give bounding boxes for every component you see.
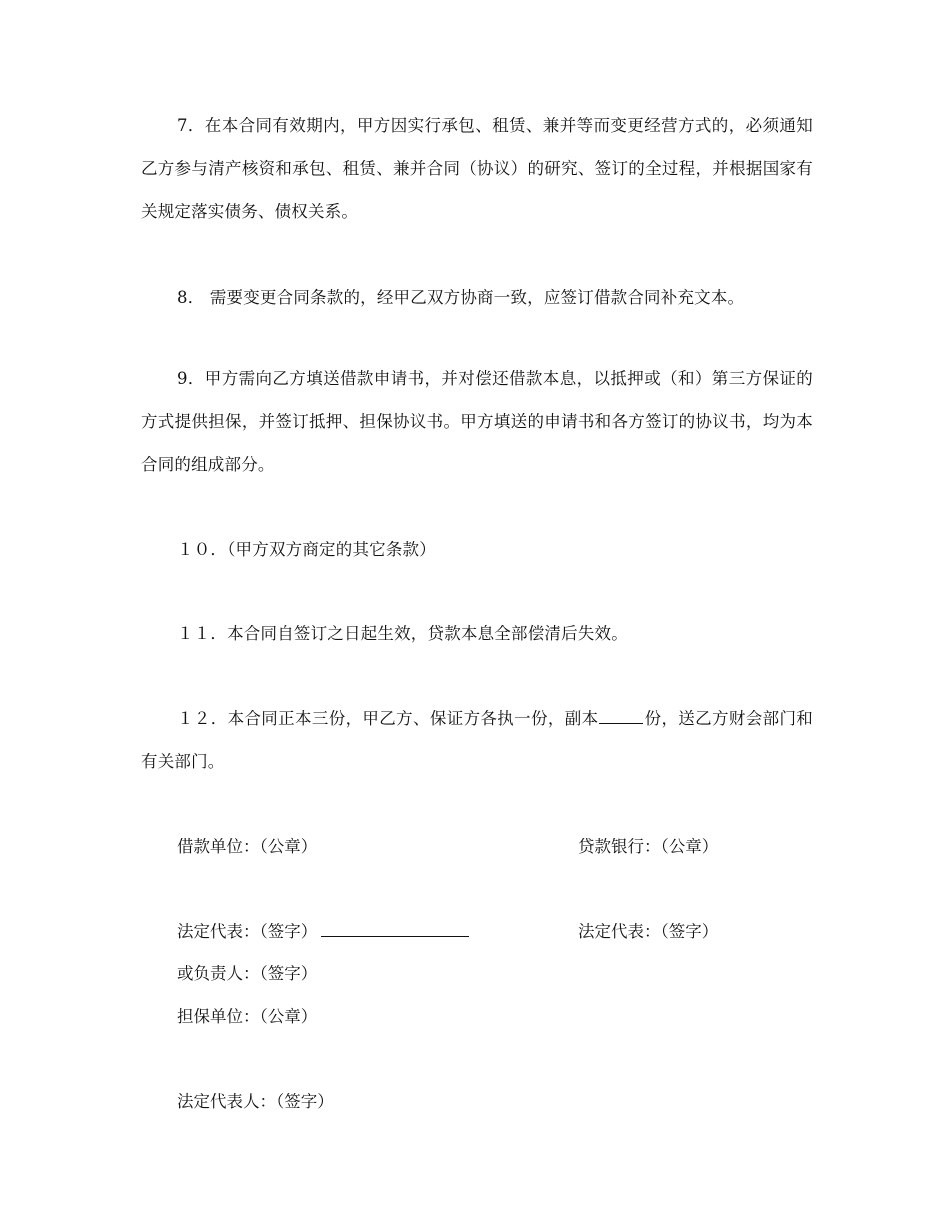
clause-9: 9．甲方需向乙方填送借款申请书，并对偿还借款本息，以抵押或（和）第三方保证的方式提供担保，并签订抵押、担保协议书。甲方填送的申请书和各方签订的协议书，均为本合同的组成部分。 bbox=[141, 369, 813, 474]
clause-12-text-before: １２．本合同正本三份，甲乙方、保证方各执一份，副本 bbox=[177, 709, 599, 728]
clause-10: １０．（甲方双方商定的其它条款） bbox=[177, 540, 436, 559]
clause-12-text-after: 份，送乙方财会部门和有关部门。 bbox=[141, 709, 814, 771]
lending-bank-label: 贷款银行：（公章） bbox=[578, 837, 719, 856]
clause-8: 8． 需要变更合同条款的，经甲乙双方协商一致，应签订借款合同补充文本。 bbox=[177, 288, 745, 307]
borrower-unit-label: 借款单位：（公章） bbox=[177, 837, 318, 856]
responsible-person-label: 或负责人：（签字） bbox=[177, 964, 318, 983]
copies-blank bbox=[599, 707, 643, 724]
guarantor-unit-label: 担保单位：（公章） bbox=[177, 1007, 318, 1026]
legal-rep-left-label: 法定代表：（签字） bbox=[177, 922, 318, 941]
clause-12 bbox=[141, 697, 813, 783]
legal-rep-left-line bbox=[177, 920, 469, 944]
signature-blank bbox=[321, 920, 469, 937]
clause-11: １１．本合同自签订之日起生效，贷款本息全部偿清后失效。 bbox=[177, 624, 628, 643]
clause-7: 7．在本合同有效期内，甲方因实行承包、租赁、兼并等而变更经营方式的，必须通知乙方参与清产核资和承包、租赁、兼并合同（协议）的研究、签订的全过程，并根据国家有关规定落实债务、债权关系。 bbox=[141, 116, 813, 221]
legal-rep-right-label: 法定代表：（签字） bbox=[578, 922, 719, 941]
guarantor-legal-rep-label: 法定代表人：（签字） bbox=[177, 1092, 334, 1111]
